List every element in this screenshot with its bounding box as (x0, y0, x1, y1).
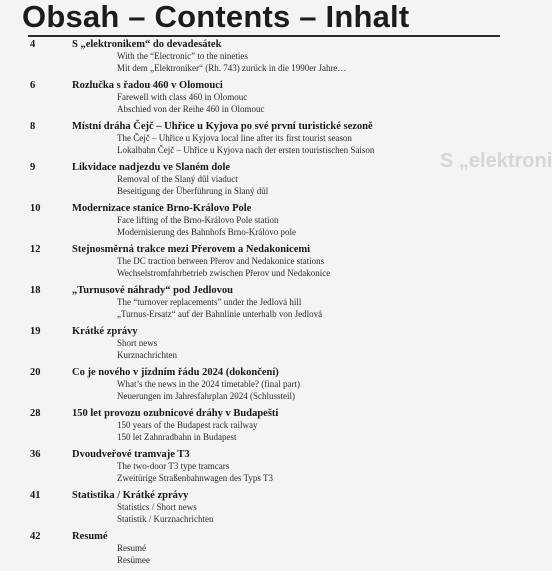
entry-page-number: 20 (30, 367, 41, 378)
entry-title: Likvidace nadjezdu ve Slaném dole (72, 162, 231, 173)
contents-entry (0, 243, 500, 279)
entry-title: Stejnosměrná trakce mezi Přerovem a Nedakonicemi (72, 244, 311, 255)
contents-entry (0, 530, 500, 566)
entry-title-german: Resümee (117, 554, 150, 565)
entry-page-number: 19 (30, 326, 41, 337)
entry-title-english: Farewell with class 460 in Olomouc (117, 92, 248, 102)
entry-title: Místní dráha Čejč – Uhřice u Kyjova po své první turistické sezoně (72, 121, 373, 132)
entry-title-german: Kurznachrichten (117, 349, 177, 360)
entry-page-number: 8 (30, 121, 36, 132)
contents-list (0, 38, 552, 571)
entry-title-english: Resumé (117, 543, 146, 553)
contents-entry (0, 325, 500, 361)
entry-page-number: 36 (30, 449, 41, 460)
entry-title-german: Wechselstromfahrbetrieb zwischen Přerov und Nedakonice (117, 267, 331, 278)
contents-entry (0, 202, 500, 238)
entry-title-english: Statistics / Short news (117, 502, 197, 512)
entry-title: Krátké zprávy (72, 326, 138, 337)
contents-entry (0, 407, 500, 443)
entry-title-german: Statistik / Kurznachrichten (117, 513, 214, 524)
entry-page-number: 18 (30, 285, 41, 296)
entry-title-english: The Čejč – Uhřice u Kyjova local line after its first tourist season (117, 133, 352, 143)
entry-title-english: The DC traction between Přerov and Nedakonice stations (117, 256, 325, 266)
contents-entry (0, 284, 500, 320)
page-title: Obsah – Contents – Inhalt (22, 0, 410, 34)
show-through-text: S „elektroni (440, 150, 552, 172)
entry-title-german: Neuerungen im Jahresfahrplan 2024 (Schlussteil) (117, 390, 295, 401)
entry-title: 150 let provozu ozubnicové dráhy v Budapešti (72, 408, 279, 419)
entry-title: Rozlučka s řadou 460 v Olomouci (72, 80, 223, 91)
entry-title-german: „Turnus-Ersatz“ auf der Bahnlinie unterhalb von Jedlová (117, 308, 323, 319)
entry-title: „Turnusové náhrady“ pod Jedlovou (72, 285, 233, 296)
entry-title-english: The two-door T3 type tramcars (117, 461, 230, 471)
contents-entry (0, 448, 500, 484)
entry-page-number: 12 (30, 244, 41, 255)
entry-title-english: What’s the news in the 2024 timetable? (final part) (117, 379, 300, 389)
entry-page-number: 42 (30, 531, 41, 542)
contents-entry (0, 38, 500, 74)
entry-title: Resumé (72, 531, 108, 542)
entry-title-english: Face lifting of the Brno-Královo Pole station (117, 215, 279, 225)
entry-title-german: Abschied von der Reihe 460 in Olomouc (117, 103, 265, 114)
entry-title-english: The “turnover replacements” under the Jedlová hill (117, 297, 302, 307)
entry-title: Co je nového v jízdním řádu 2024 (dokončení) (72, 367, 279, 378)
entry-page-number: 4 (30, 39, 36, 50)
entry-title: Statistika / Krátké zprávy (72, 490, 189, 501)
entry-page-number: 6 (30, 80, 36, 91)
entry-title-english: 150 years of the Budapest rack railway (117, 420, 258, 430)
entry-page-number: 10 (30, 203, 41, 214)
contents-entry (0, 161, 500, 197)
entry-title-english: Removal of the Slaný důl viaduct (117, 174, 238, 184)
entry-page-number: 28 (30, 408, 41, 419)
title-rule (28, 35, 500, 37)
entry-title-english: With the “Electronic” to the nineties (117, 51, 248, 61)
contents-entry (0, 366, 500, 402)
entry-title-german: Beseitigung der Überführung in Slaný důl (117, 185, 269, 196)
entry-title-german: Mit dem „Elektroniker“ (Rh. 743) zurück in die 1990er Jahre… (117, 62, 347, 73)
contents-entry (0, 79, 500, 115)
contents-entry (0, 120, 500, 156)
entry-title-german: 150 let Zahnradbahn in Budapest (117, 431, 237, 442)
entry-title: Modernizace stanice Brno-Královo Pole (72, 203, 252, 214)
entry-title-german: Modernisierung des Bahnhofs Brno-Královo pole (117, 226, 296, 237)
contents-entry (0, 489, 500, 525)
entry-title-german: Zweitürige Straßenbahnwagen des Typs T3 (117, 472, 274, 483)
entry-title-english: Short news (117, 338, 158, 348)
entry-title: S „elektronikem“ do devadesátek (72, 39, 222, 50)
entry-title-german: Lokalbahn Čejč – Uhřice u Kyjova nach der ersten touristischen Saison (117, 144, 375, 155)
entry-page-number: 9 (30, 162, 36, 173)
entry-page-number: 41 (30, 490, 41, 501)
entry-title: Dvoudveřové tramvaje T3 (72, 449, 190, 460)
